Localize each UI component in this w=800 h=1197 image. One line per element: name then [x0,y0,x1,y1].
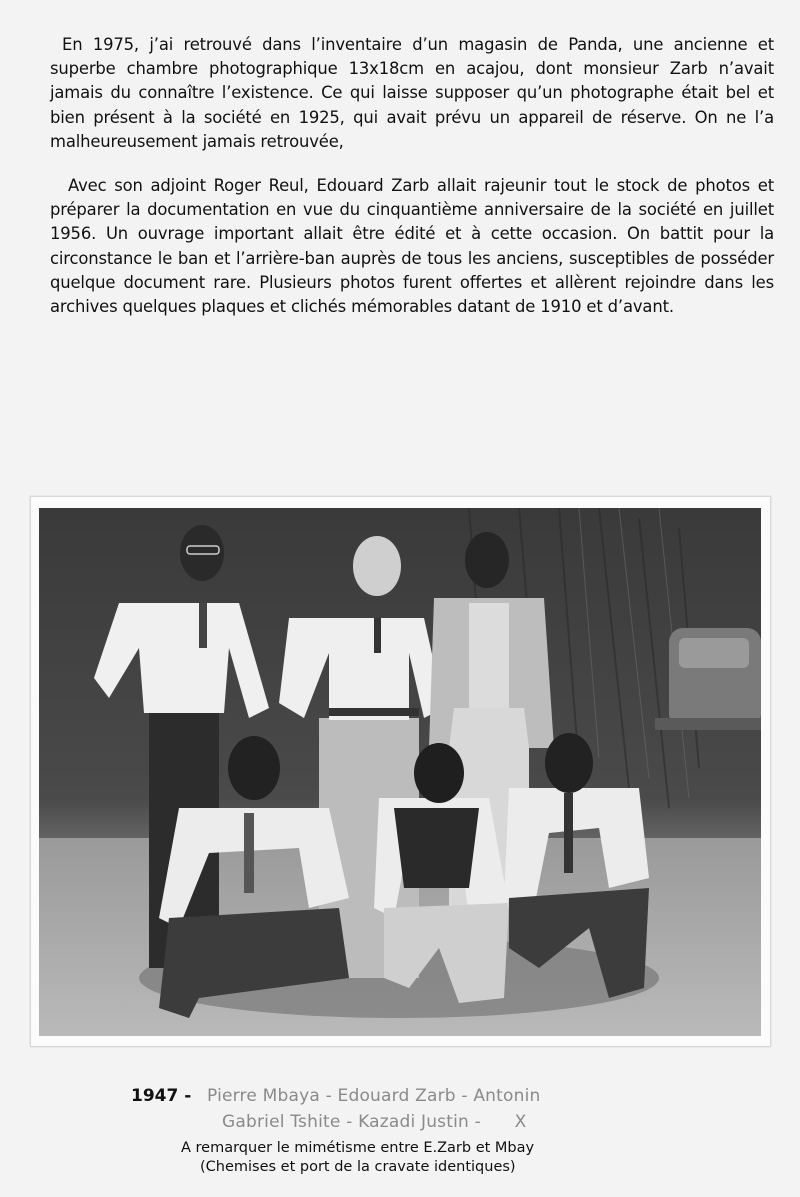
caption-note: A remarquer le mimétisme entre E.Zarb et Mbay [181,1140,535,1156]
caption-note-parenthetical: (Chemises et port de la cravate identiques) [200,1159,516,1175]
paragraph-documentation: Avec son adjoint Roger Reul, Edouard Zarb allait rajeunir tout le stock de photos et préparer la documentation en vue du cinquantième anniversaire de la société en juillet 1956. Un ouvrage important allait être édité et à cette occasion. On battit pour la circonstance le ban et l’arrière-ban auprès de tous les anciens, susceptibles de posséder quelque document rare. Plusieurs photos furent offertes et allèrent rejoindre dans les archives quelques plaques et clichés mémorables datant de 1910 et d’avant. [50,176,774,317]
caption-names-line2: Gabriel Tshite - Kazadi Justin - X [222,1112,527,1132]
photo-caption [0,1086,800,1181]
photo-frame [30,496,771,1047]
paragraph-inventory: En 1975, j’ai retrouvé dans l’inventaire d’un magasin de Panda, une ancienne et superbe chambre photographique 13x18cm en acajou, dont monsieur Zarb n’avait jamais du connaître l’existence. Ce qui laisse supposer qu’un photographe était bel et bien présent à la société en 1925, qui avait prévu un appareil de réserve. On ne l’a malheureusement jamais retrouvée, [50,35,774,151]
group-photograph [39,508,761,1036]
caption-names-line1: Pierre Mbaya - Edouard Zarb - Antonin [207,1086,541,1106]
caption-year: 1947 - [131,1086,192,1106]
